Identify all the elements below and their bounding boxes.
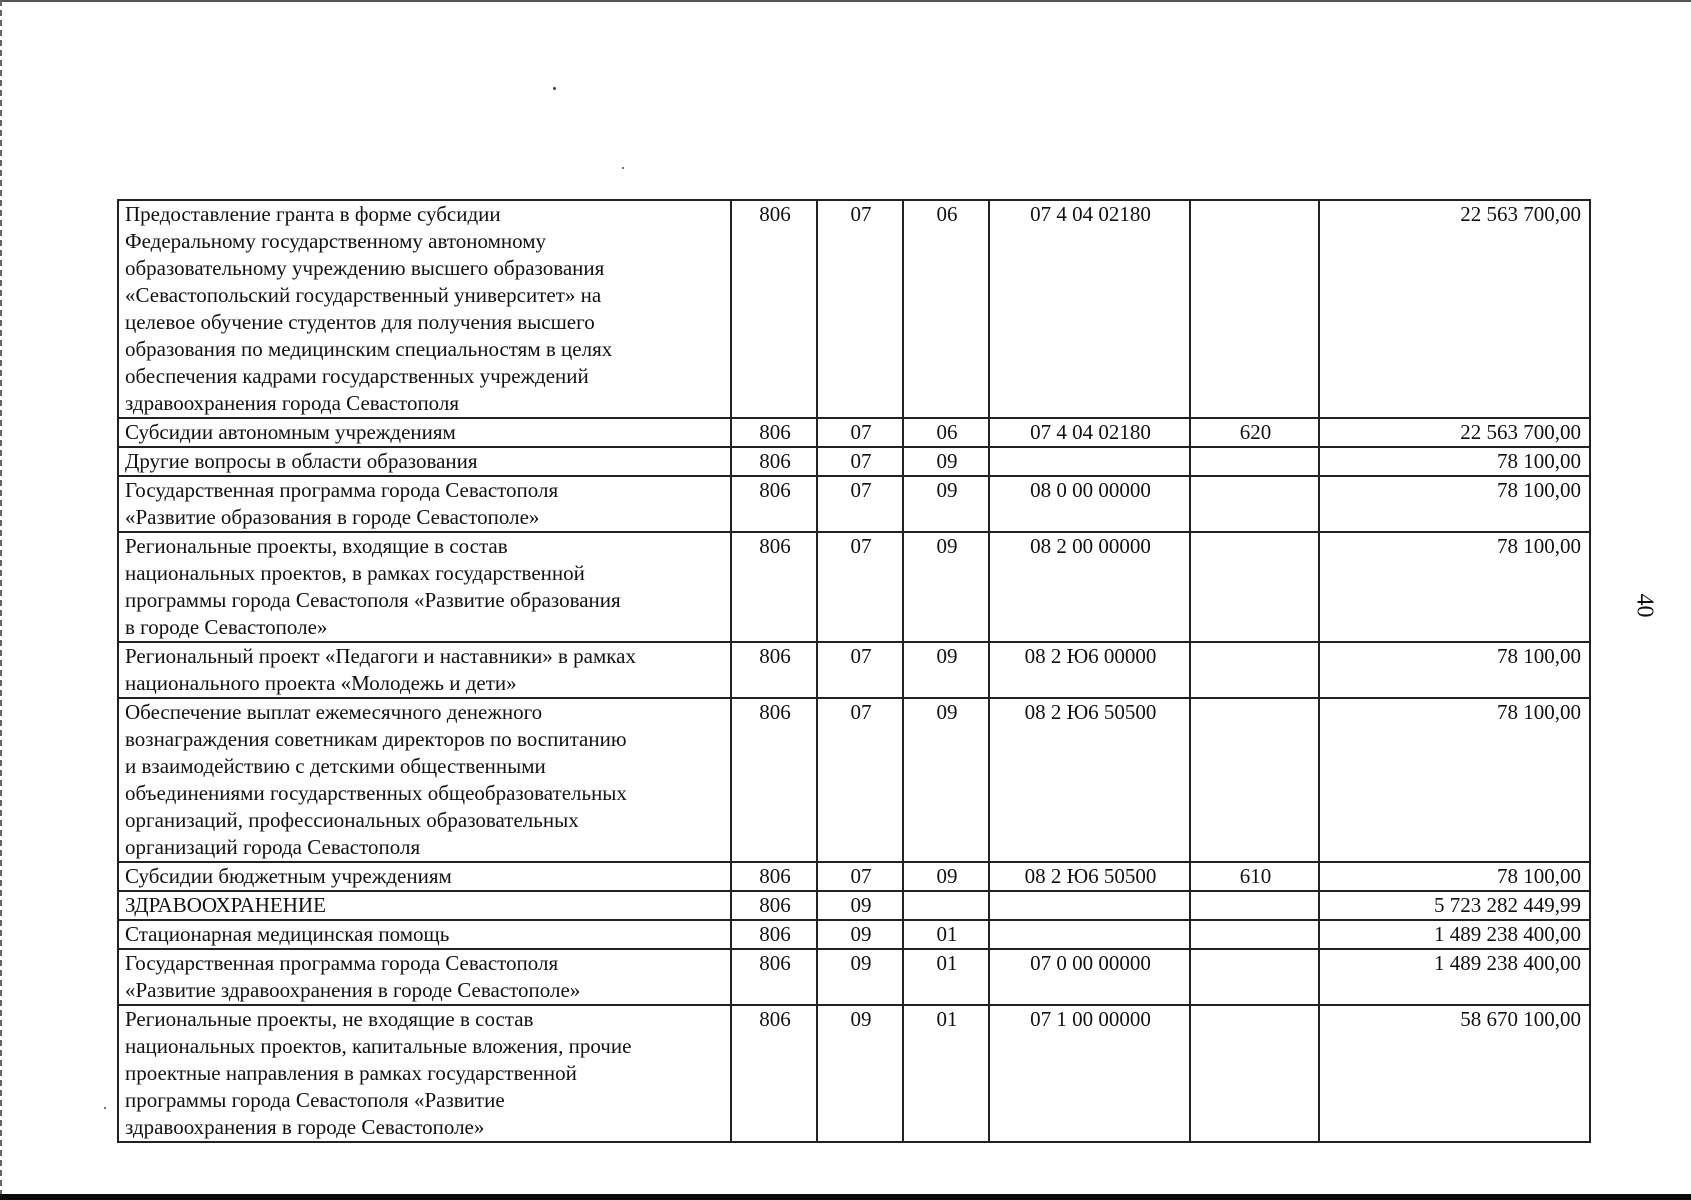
table-row	[118, 949, 1590, 1005]
cell-csr	[989, 891, 1190, 920]
cell-ved: 806	[731, 891, 817, 920]
cell-ved: 806	[731, 447, 817, 476]
cell-name: Региональные проекты, не входящие в состав национальных проектов, капитальные вложения, прочие проектные направления в рамках государственной программы города Севастополя «Развитие здравоохранения в городе Севастополе»	[118, 1005, 731, 1142]
cell-pr: 09	[903, 642, 989, 698]
cell-rz: 07	[817, 862, 903, 891]
cell-csr: 08 0 00 00000	[989, 476, 1190, 532]
cell-vr	[1190, 642, 1319, 698]
cell-pr: 06	[903, 418, 989, 447]
page-number: 40	[1631, 593, 1658, 618]
cell-vr	[1190, 532, 1319, 642]
cell-pr	[903, 891, 989, 920]
table-row	[118, 920, 1590, 949]
cell-rz: 09	[817, 891, 903, 920]
cell-name: Региональный проект «Педагоги и наставники» в рамках национального проекта «Молодежь и дети»	[118, 642, 731, 698]
cell-name: Региональные проекты, входящие в состав национальных проектов, в рамках государственной программы города Севастополя «Развитие образования в городе Севастополе»	[118, 532, 731, 642]
cell-amount: 78 100,00	[1319, 476, 1590, 532]
cell-rz: 09	[817, 1005, 903, 1142]
cell-ved: 806	[731, 532, 817, 642]
table-row	[118, 200, 1590, 418]
table-row	[118, 862, 1590, 891]
cell-ved: 806	[731, 1005, 817, 1142]
cell-csr: 08 2 00 00000	[989, 532, 1190, 642]
cell-pr: 06	[903, 200, 989, 418]
cell-csr	[989, 920, 1190, 949]
cell-amount: 78 100,00	[1319, 532, 1590, 642]
cell-pr: 09	[903, 447, 989, 476]
cell-amount: 1 489 238 400,00	[1319, 949, 1590, 1005]
cell-rz: 07	[817, 698, 903, 862]
cell-ved: 806	[731, 920, 817, 949]
scan-left-edge	[0, 0, 2, 1200]
cell-vr	[1190, 949, 1319, 1005]
table-body	[118, 200, 1590, 1142]
cell-pr: 01	[903, 949, 989, 1005]
scan-speck	[622, 167, 624, 169]
cell-rz: 09	[817, 949, 903, 1005]
table-row	[118, 1005, 1590, 1142]
scan-speck	[553, 87, 556, 90]
cell-vr: 620	[1190, 418, 1319, 447]
cell-vr	[1190, 920, 1319, 949]
cell-pr: 09	[903, 476, 989, 532]
cell-rz: 07	[817, 642, 903, 698]
table-row	[118, 532, 1590, 642]
cell-ved: 806	[731, 862, 817, 891]
cell-name: Стационарная медицинская помощь	[118, 920, 731, 949]
cell-name: Субсидии бюджетным учреждениям	[118, 862, 731, 891]
cell-ved: 806	[731, 642, 817, 698]
cell-pr: 09	[903, 698, 989, 862]
cell-rz: 09	[817, 920, 903, 949]
cell-csr	[989, 447, 1190, 476]
cell-rz: 07	[817, 200, 903, 418]
cell-pr: 09	[903, 862, 989, 891]
cell-rz: 07	[817, 532, 903, 642]
cell-rz: 07	[817, 447, 903, 476]
cell-vr	[1190, 200, 1319, 418]
cell-vr	[1190, 1005, 1319, 1142]
cell-pr: 09	[903, 532, 989, 642]
cell-amount: 78 100,00	[1319, 698, 1590, 862]
table-row	[118, 698, 1590, 862]
cell-amount: 5 723 282 449,99	[1319, 891, 1590, 920]
cell-ved: 806	[731, 949, 817, 1005]
table-row	[118, 642, 1590, 698]
cell-name: Субсидии автономным учреждениям	[118, 418, 731, 447]
cell-amount: 58 670 100,00	[1319, 1005, 1590, 1142]
cell-ved: 806	[731, 200, 817, 418]
table-row	[118, 418, 1590, 447]
table-row	[118, 476, 1590, 532]
budget-table	[117, 199, 1591, 1143]
cell-vr	[1190, 447, 1319, 476]
cell-name: ЗДРАВООХРАНЕНИЕ	[118, 891, 731, 920]
cell-pr: 01	[903, 920, 989, 949]
cell-vr	[1190, 698, 1319, 862]
cell-name: Другие вопросы в области образования	[118, 447, 731, 476]
cell-amount: 78 100,00	[1319, 642, 1590, 698]
table-row	[118, 891, 1590, 920]
cell-name: Обеспечение выплат ежемесячного денежного вознаграждения советникам директоров по воспитанию и взаимодействию с детскими общественными объединениями государственных общеобразовательных организаций, профессиональных образовательных организаций города Севастополя	[118, 698, 731, 862]
cell-pr: 01	[903, 1005, 989, 1142]
cell-ved: 806	[731, 418, 817, 447]
cell-rz: 07	[817, 418, 903, 447]
cell-amount: 1 489 238 400,00	[1319, 920, 1590, 949]
table-row	[118, 447, 1590, 476]
cell-name: Государственная программа города Севастополя «Развитие здравоохранения в городе Севастополе»	[118, 949, 731, 1005]
cell-csr: 07 4 04 02180	[989, 418, 1190, 447]
cell-vr: 610	[1190, 862, 1319, 891]
cell-amount: 78 100,00	[1319, 862, 1590, 891]
cell-amount: 78 100,00	[1319, 447, 1590, 476]
cell-vr	[1190, 476, 1319, 532]
cell-csr: 07 0 00 00000	[989, 949, 1190, 1005]
cell-csr: 08 2 Ю6 50500	[989, 698, 1190, 862]
cell-csr: 08 2 Ю6 00000	[989, 642, 1190, 698]
cell-vr	[1190, 891, 1319, 920]
cell-ved: 806	[731, 698, 817, 862]
cell-name: Государственная программа города Севастополя «Развитие образования в городе Севастополе»	[118, 476, 731, 532]
cell-rz: 07	[817, 476, 903, 532]
cell-amount: 22 563 700,00	[1319, 418, 1590, 447]
cell-name: Предоставление гранта в форме субсидии Федеральному государственному автономному образовательному учреждению высшего образования «Севастопольский государственный университет» на целевое обучение студентов для получения высшего образования по медицинским специальностям в целях обеспечения кадрами государственных учреждений здравоохранения города Севастополя	[118, 200, 731, 418]
cell-csr: 07 1 00 00000	[989, 1005, 1190, 1142]
cell-csr: 08 2 Ю6 50500	[989, 862, 1190, 891]
cell-amount: 22 563 700,00	[1319, 200, 1590, 418]
scan-speck	[104, 1107, 106, 1109]
cell-ved: 806	[731, 476, 817, 532]
cell-csr: 07 4 04 02180	[989, 200, 1190, 418]
scan-top-edge	[0, 0, 1691, 2]
scan-bottom-edge	[0, 1194, 1691, 1200]
